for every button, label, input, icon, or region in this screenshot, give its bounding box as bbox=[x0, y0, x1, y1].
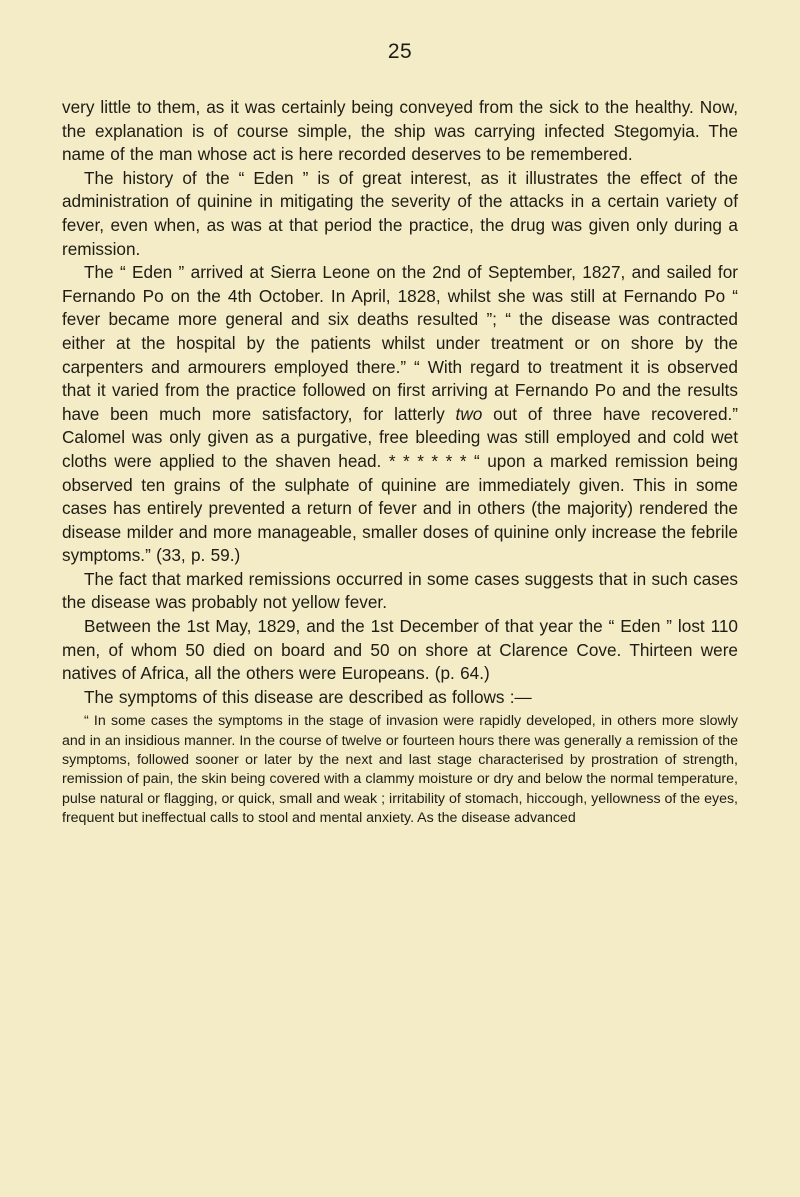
paragraph-eden-arrival-after: out of three have recovered.” Calomel was only given as a purgative, free bleeding was still employed and cold wet cloths were applied to the shaven head. * * * * * * “ upon a marked remission being observed ten grains of the sulphate of quinine are immediately given. This in some cases has entirely prevented a return of fever and in others (the majority) rendered the disease milder and more manageable, smaller doses of quinine only increase the febrile symptoms.” (33, p. 59.) bbox=[62, 403, 739, 566]
paragraph-eden-arrival-before: The “ Eden ” arrived at Sierra Leone on the 2nd of September, 1827, and sailed for Fernando Po on the 4th October. In April, 1828, whilst she was still at Fernando Po “ fever became more general and six deaths resulted ”; “ the disease was contracted either at the hospital by the patients whilst under treatment or on shore by the carpenters and armourers employed there.” “ With regard to treatment it is observed that it varied from the practice followed on first arriving at Fernando Po and the results have been much more satisfactory, for latterly bbox=[62, 262, 738, 424]
block-quote-symptoms: “ In some cases the symptoms in the stage of invasion were rapidly developed, in others more slowly and in an insidious manner. In the course of twelve or fourteen hours there was generally a remission of the symptoms, followed sooner or later by the next and last stage characterised by prostration of strength, remission of pain, the skin being covered with a clammy moisture or dry and below the normal temperature, pulse natural or flagging, or quick, small and weak ; irritability of stomach, hiccough, yellowness of the eyes, frequent but ineffectual calls to stool and mental anxiety. As the disease advanced bbox=[62, 713, 738, 826]
paragraph-remissions: The fact that marked remissions occurred in some cases suggests that in such cases the disease was probably not yellow fever. bbox=[62, 568, 738, 613]
page-number: 25 bbox=[387, 40, 413, 63]
paragraph-eden-arrival bbox=[62, 261, 738, 568]
paragraph-eden-history: The history of the “ Eden ” is of great interest, as it illustrates the effect of the administration of quinine in mitigating the severity of the attacks in a certain variety of fever, even when, as was at that period the practice, the drug was given only during a remission. bbox=[62, 167, 738, 259]
paragraph-symptoms-intro: The symptoms of this disease are described as follows :— bbox=[84, 686, 532, 707]
paragraph-continued: very little to them, as it was certainly being conveyed from the sick to the healthy. Now, the explanation is of course simple, the ship was carrying infected Stegomyia. The name of the man whose act is here recorded deserves to be remembered. bbox=[62, 97, 738, 165]
body-text bbox=[62, 96, 738, 828]
paragraph-losses: Between the 1st May, 1829, and the 1st December of that year the “ Eden ” lost 110 men, of whom 50 died on board and 50 on shore at Clarence Cove. Thirteen were natives of Africa, all the others were Europeans. (p. 64.) bbox=[62, 616, 738, 684]
paragraph-eden-arrival-emphasis: two bbox=[455, 403, 483, 424]
